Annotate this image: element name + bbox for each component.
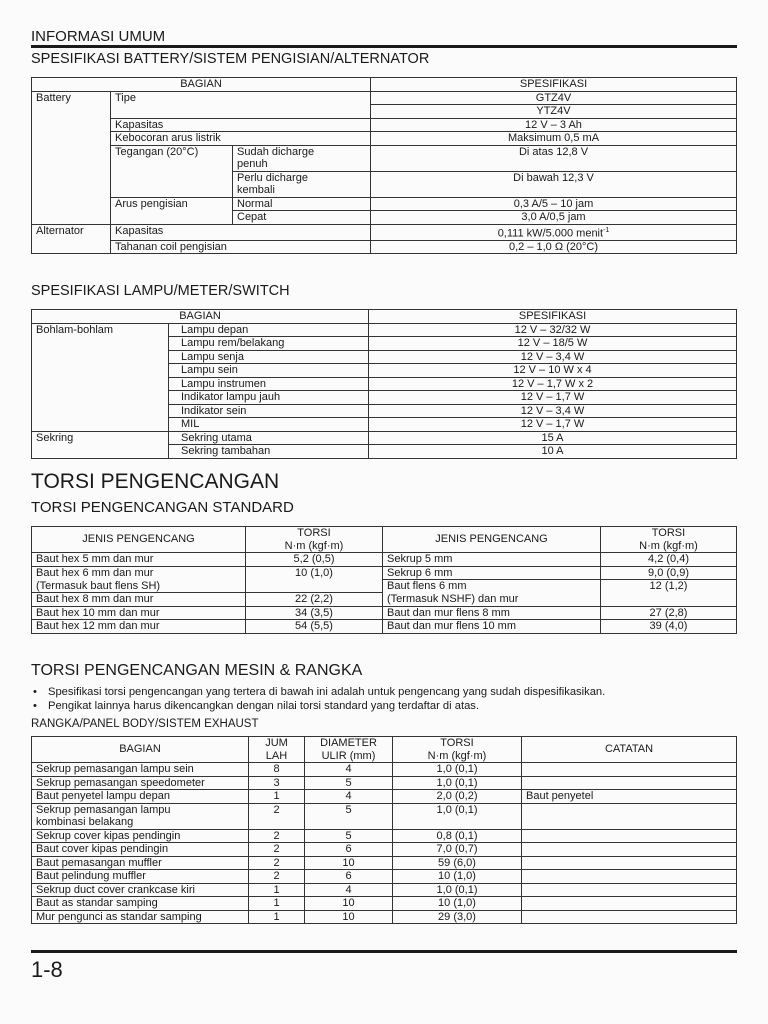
frame-torque-table — [31, 736, 737, 924]
table-row — [32, 829, 737, 843]
spec-value: Di atas 12,8 V — [371, 145, 737, 171]
note-value — [522, 897, 737, 911]
qty-value: 2 — [249, 803, 305, 829]
note-value — [522, 870, 737, 884]
table-row — [32, 323, 737, 337]
spec-value: Maksimum 0,5 mA — [371, 132, 737, 146]
item-label: Lampu instrumen — [169, 377, 369, 391]
col-header-diameter: DIAMETER ULIR (mm) — [305, 737, 393, 763]
item-label: Sekring tambahan — [169, 445, 369, 459]
torque-value: 7,0 (0,7) — [393, 843, 522, 857]
spec-value: 12 V – 3,4 W — [369, 404, 737, 418]
part-label: Sekrup pemasangan speedometer — [32, 776, 249, 790]
lamp-spec-title: SPESIFIKASI LAMPU/METER/SWITCH — [31, 283, 290, 299]
frame-subtitle: RANGKA/PANEL BODY/SISTEM EXHAUST — [31, 718, 259, 730]
table-row — [32, 606, 737, 620]
qty-value: 1 — [249, 790, 305, 804]
lamp-spec-table — [31, 309, 737, 459]
torque-value: 54 (5,5) — [246, 620, 383, 634]
diameter-value: 6 — [305, 870, 393, 884]
col-header-bagian: BAGIAN — [32, 310, 369, 324]
spec-value: 12 V – 3 Ah — [371, 118, 737, 132]
table-row — [32, 897, 737, 911]
table-row — [32, 776, 737, 790]
fastener-label: (Termasuk baut flens SH) — [32, 580, 246, 593]
table-row — [32, 431, 737, 445]
part-label: Mur pengunci as standar samping — [32, 910, 249, 924]
torque-std-title: TORSI PENGENCANGAN STANDARD — [31, 499, 294, 516]
item-label: MIL — [169, 418, 369, 432]
header-rule — [31, 45, 737, 48]
spec-value: 3,0 A/0,5 jam — [371, 211, 737, 225]
torque-value — [246, 580, 383, 593]
col-header-bagian: BAGIAN — [32, 78, 371, 92]
torque-value: 10 (1,0) — [393, 897, 522, 911]
col-header-torsi: TORSI N·m (kgf·m) — [246, 527, 383, 553]
diameter-value: 5 — [305, 776, 393, 790]
note-item: • Pengikat lainnya harus dikencangkan dengan nilai torsi standard yang terdaftar di atas. — [33, 700, 605, 714]
battery-spec-title: SPESIFIKASI BATTERY/SISTEM PENGISIAN/ALTERNATOR — [31, 51, 430, 67]
qty-value: 1 — [249, 897, 305, 911]
page-number: 1-8 — [31, 957, 63, 982]
table-row — [32, 593, 737, 607]
tegangan-label: Tegangan (20°C) — [111, 145, 233, 197]
note-value — [522, 843, 737, 857]
torque-value: 5,2 (0,5) — [246, 553, 383, 567]
notes-list — [33, 686, 605, 713]
section-header: INFORMASI UMUM — [31, 28, 166, 45]
diameter-value: 10 — [305, 856, 393, 870]
torque-value: 2,0 (0,2) — [393, 790, 522, 804]
qty-value: 2 — [249, 829, 305, 843]
col-header-spesifikasi: SPESIFIKASI — [371, 78, 737, 92]
torque-value: 1,0 (0,1) — [393, 883, 522, 897]
diameter-value: 4 — [305, 790, 393, 804]
footer-rule — [31, 950, 737, 953]
table-row — [32, 803, 737, 829]
table-row — [32, 566, 737, 580]
col-header-torsi: TORSI N·m (kgf·m) — [601, 527, 737, 553]
torque-value: 10 (1,0) — [246, 566, 383, 580]
qty-value: 2 — [249, 843, 305, 857]
item-label: Lampu rem/belakang — [169, 337, 369, 351]
qty-value: 8 — [249, 763, 305, 777]
table-row — [32, 553, 737, 567]
torque-value: 1,0 (0,1) — [393, 803, 522, 829]
diameter-value: 5 — [305, 829, 393, 843]
tipe-label: Tipe — [111, 91, 371, 118]
part-label: Baut pemasangan muffler — [32, 856, 249, 870]
normal-label: Normal — [233, 197, 371, 211]
item-label: Lampu sein — [169, 364, 369, 378]
qty-value: 3 — [249, 776, 305, 790]
table-row — [32, 910, 737, 924]
kebocoran-label: Kebocoran arus listrik — [111, 132, 371, 146]
note-value — [522, 763, 737, 777]
torque-value: 22 (2,2) — [246, 593, 383, 607]
table-row — [32, 843, 737, 857]
fastener-label: Baut dan mur flens 8 mm — [383, 606, 601, 620]
part-label: Baut penyetel lampu depan — [32, 790, 249, 804]
alternator-label: Alternator — [32, 224, 111, 254]
part-label: Sekrup pemasangan lampu sein — [32, 763, 249, 777]
frame-torque-title: TORSI PENGENCANGAN MESIN & RANGKA — [31, 662, 363, 679]
item-label: Indikator sein — [169, 404, 369, 418]
spec-value: YTZ4V — [371, 105, 737, 119]
fastener-label: Baut hex 10 mm dan mur — [32, 606, 246, 620]
fastener-label: Baut hex 6 mm dan mur — [32, 566, 246, 580]
qty-value: 2 — [249, 870, 305, 884]
spec-value: 12 V – 32/32 W — [369, 323, 737, 337]
item-label: Indikator lampu jauh — [169, 391, 369, 405]
diameter-value: 4 — [305, 763, 393, 777]
part-label: Baut as standar samping — [32, 897, 249, 911]
col-header-torsi: TORSI N·m (kgf·m) — [393, 737, 522, 763]
torque-std-table — [31, 526, 737, 634]
torque-value: 9,0 (0,9) — [601, 566, 737, 580]
diameter-value: 5 — [305, 803, 393, 829]
torque-value: 10 (1,0) — [393, 870, 522, 884]
spec-value: 12 V – 3,4 W — [369, 350, 737, 364]
part-label: Sekrup cover kipas pendingin — [32, 829, 249, 843]
torque-value: 4,2 (0,4) — [601, 553, 737, 567]
spec-value: 0,111 kW/5.000 menit$^{-1}$ — [371, 224, 737, 240]
diameter-value: 10 — [305, 897, 393, 911]
torque-value: 29 (3,0) — [393, 910, 522, 924]
perlu-label: Perlu dicharge kembali — [233, 171, 371, 197]
torque-value: 59 (6,0) — [393, 856, 522, 870]
torque-value: 27 (2,8) — [601, 606, 737, 620]
fastener-label: Baut flens 6 mm — [383, 580, 601, 593]
note-value — [522, 856, 737, 870]
diameter-value: 4 — [305, 883, 393, 897]
table-row — [32, 580, 737, 593]
torque-value — [601, 593, 737, 607]
table-row — [32, 870, 737, 884]
item-label: Lampu senja — [169, 350, 369, 364]
note-item: • Spesifikasi torsi pengencangan yang tertera di bawah ini adalah untuk pengencang yang sudah dispesifikasikan. — [33, 686, 605, 700]
fastener-label: Sekrup 5 mm — [383, 553, 601, 567]
torque-value: 0,8 (0,1) — [393, 829, 522, 843]
col-header-spesifikasi: SPESIFIKASI — [369, 310, 737, 324]
spec-value: GTZ4V — [371, 91, 737, 105]
fastener-label: Baut dan mur flens 10 mm — [383, 620, 601, 634]
spec-value: 15 A — [369, 431, 737, 445]
arus-label: Arus pengisian — [111, 197, 233, 224]
part-label: Sekrup duct cover crankcase kiri — [32, 883, 249, 897]
torque-value: 1,0 (0,1) — [393, 763, 522, 777]
part-label: Baut cover kipas pendingin — [32, 843, 249, 857]
note-value — [522, 776, 737, 790]
part-label: Baut pelindung muffler — [32, 870, 249, 884]
spec-value: Di bawah 12,3 V — [371, 171, 737, 197]
torque-value: 12 (1,2) — [601, 580, 737, 593]
table-row — [32, 790, 737, 804]
spec-value: 12 V – 1,7 W — [369, 418, 737, 432]
spec-value: 12 V – 10 W x 4 — [369, 364, 737, 378]
note-value — [522, 910, 737, 924]
col-header-catatan: CATATAN — [522, 737, 737, 763]
fastener-label: (Termasuk NSHF) dan mur — [383, 593, 601, 607]
item-label: Lampu depan — [169, 323, 369, 337]
col-header-jenis: JENIS PENGENCANG — [32, 527, 246, 553]
spec-value: 0,3 A/5 – 10 jam — [371, 197, 737, 211]
note-value — [522, 803, 737, 829]
battery-spec-table — [31, 77, 737, 254]
diameter-value: 6 — [305, 843, 393, 857]
kapasitas-label: Kapasitas — [111, 118, 371, 132]
spec-value: 12 V – 18/5 W — [369, 337, 737, 351]
item-label: Sekring utama — [169, 431, 369, 445]
torque-heading: TORSI PENGENCANGAN — [31, 470, 280, 493]
qty-value: 1 — [249, 883, 305, 897]
coil-label: Tahanan coil pengisian — [111, 240, 371, 254]
fastener-label: Sekrup 6 mm — [383, 566, 601, 580]
spec-value: 12 V – 1,7 W — [369, 391, 737, 405]
table-row — [32, 856, 737, 870]
col-header-jenis: JENIS PENGENCANG — [383, 527, 601, 553]
spec-value: 10 A — [369, 445, 737, 459]
fastener-label: Baut hex 8 mm dan mur — [32, 593, 246, 607]
part-label: Sekrup pemasangan lampu kombinasi belakang — [32, 803, 249, 829]
qty-value: 1 — [249, 910, 305, 924]
fastener-label: Baut hex 12 mm dan mur — [32, 620, 246, 634]
col-header-jumlah: JUM LAH — [249, 737, 305, 763]
table-row — [32, 620, 737, 634]
fastener-label: Baut hex 5 mm dan mur — [32, 553, 246, 567]
qty-value: 2 — [249, 856, 305, 870]
torque-value: 39 (4,0) — [601, 620, 737, 634]
spec-value: 12 V – 1,7 W x 2 — [369, 377, 737, 391]
alt-kapasitas-label: Kapasitas — [111, 224, 371, 240]
note-value — [522, 829, 737, 843]
note-value — [522, 883, 737, 897]
torque-value: 1,0 (0,1) — [393, 776, 522, 790]
battery-label: Battery — [32, 91, 111, 224]
diameter-value: 10 — [305, 910, 393, 924]
table-row — [32, 883, 737, 897]
group-label: Sekring — [32, 431, 169, 458]
torque-value: 34 (3,5) — [246, 606, 383, 620]
col-header-bagian: BAGIAN — [32, 737, 249, 763]
group-label: Bohlam-bohlam — [32, 323, 169, 431]
table-row — [32, 763, 737, 777]
cepat-label: Cepat — [233, 211, 371, 225]
sudah-label: Sudah dicharge penuh — [233, 145, 371, 171]
note-value: Baut penyetel — [522, 790, 737, 804]
spec-value: 0,2 – 1,0 Ω (20°C) — [371, 240, 737, 254]
